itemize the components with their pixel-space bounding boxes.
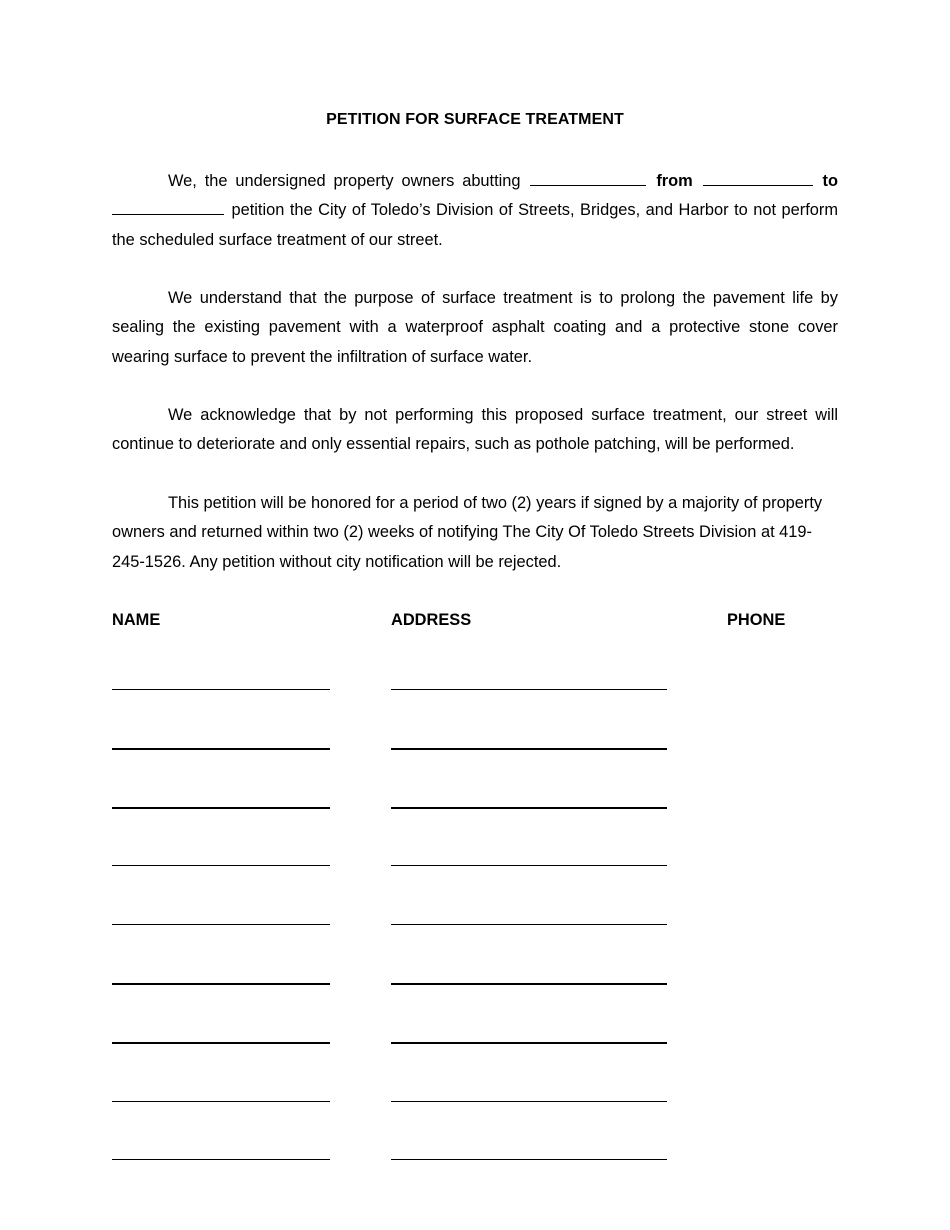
- address-signature-line[interactable]: [391, 748, 667, 750]
- name-signature-line[interactable]: [112, 1101, 330, 1102]
- name-signature-line[interactable]: [112, 689, 330, 690]
- intro-text-b: petition the City of Toledo’s Division of Streets, Bridges, and Harbor to not perform the scheduled surface treatment of our street.: [112, 201, 838, 249]
- purpose-paragraph: [112, 284, 838, 372]
- purpose-text: We understand that the purpose of surface treatment is to prolong the pavement life by sealing the existing pavement with a waterproof asphalt coating and a protective stone cover wearing surface to prevent the infiltration of surface water.: [112, 289, 838, 366]
- address-signature-line[interactable]: [391, 924, 667, 925]
- address-signature-line[interactable]: [391, 1159, 667, 1160]
- street-name-blank[interactable]: [530, 171, 646, 186]
- address-column-header: ADDRESS: [391, 611, 472, 629]
- honor-paragraph: [112, 489, 838, 577]
- intro-paragraph: [112, 167, 838, 255]
- name-signature-line[interactable]: [112, 1042, 330, 1044]
- name-signature-line[interactable]: [112, 807, 330, 809]
- address-signature-line[interactable]: [391, 865, 667, 866]
- phone-column-header: PHONE: [727, 611, 786, 629]
- name-column-header: NAME: [112, 611, 161, 629]
- page-title: PETITION FOR SURFACE TREATMENT: [326, 111, 624, 128]
- from-street-blank[interactable]: [703, 171, 813, 186]
- name-signature-line[interactable]: [112, 924, 330, 925]
- to-label: to: [822, 172, 839, 190]
- to-street-blank[interactable]: [112, 200, 224, 215]
- name-signature-line[interactable]: [112, 983, 330, 985]
- name-signature-line[interactable]: [112, 748, 330, 750]
- address-signature-line[interactable]: [391, 807, 667, 809]
- address-signature-line[interactable]: [391, 1101, 667, 1102]
- name-signature-line[interactable]: [112, 865, 330, 866]
- intro-text-a: We, the undersigned property owners abutting: [168, 172, 521, 190]
- acknowledge-paragraph: [112, 401, 838, 460]
- from-label: from: [656, 172, 693, 190]
- address-signature-line[interactable]: [391, 1042, 667, 1044]
- name-signature-line[interactable]: [112, 1159, 330, 1160]
- address-signature-line[interactable]: [391, 689, 667, 690]
- address-signature-line[interactable]: [391, 983, 667, 985]
- honor-text: This petition will be honored for a period of two (2) years if signed by a majority of property owners and returned within two (2) weeks of notifying The City Of Toledo Streets Division at 419-245-1526. Any petition without city notification will be rejected.: [112, 494, 823, 571]
- acknowledge-text: We acknowledge that by not performing this proposed surface treatment, our street will continue to deteriorate and only essential repairs, such as pothole patching, will be performed.: [112, 406, 838, 454]
